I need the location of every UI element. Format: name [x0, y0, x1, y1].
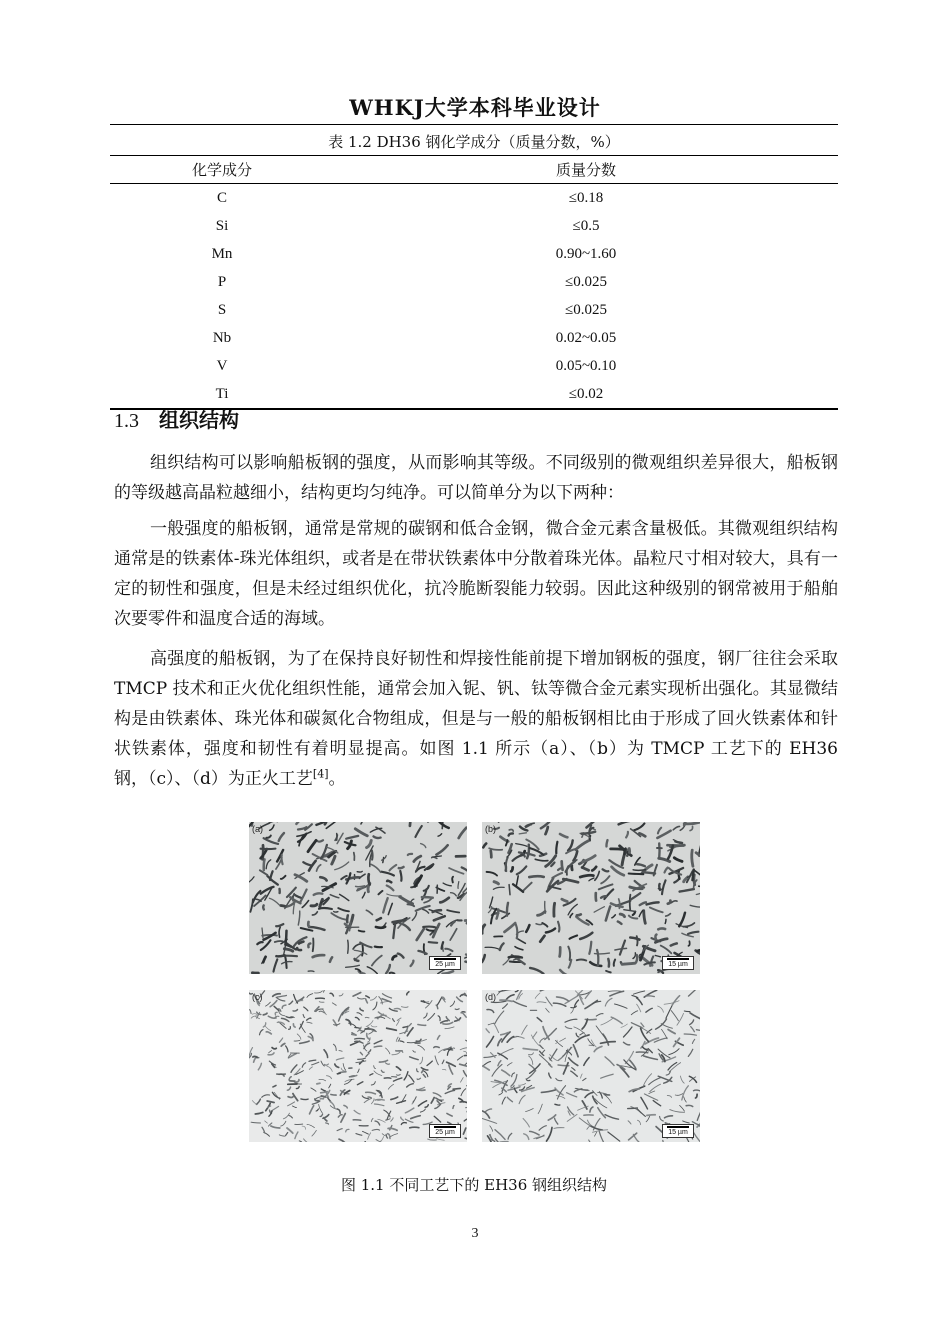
table-row	[110, 352, 838, 380]
micrograph-panel-d	[482, 990, 700, 1142]
element-cell: Mn	[211, 245, 233, 262]
table-row	[110, 324, 838, 352]
column-header-element: 化学成分	[110, 156, 334, 184]
micrograph-figure	[249, 822, 701, 1144]
micrograph-panel-b	[482, 822, 700, 974]
table-row	[110, 184, 838, 213]
scale-bar-c: 25 µm	[429, 1124, 461, 1138]
panel-label-a: (a)	[252, 824, 263, 834]
element-cell: Si	[215, 217, 229, 234]
running-header: WHKJ大学本科毕业设计	[349, 95, 601, 120]
micrograph-texture-b	[482, 822, 700, 974]
paragraph-1: 组织结构可以影响船板钢的强度，从而影响其等级。不同级别的微观组织差异很大，船板钢的等级越高晶粒越细小，结构更均匀纯净。可以简单分为以下两种：	[114, 453, 838, 503]
panel-label-b: (b)	[485, 824, 496, 834]
table-row	[110, 268, 838, 296]
micrograph-texture-a	[249, 822, 467, 974]
fraction-cell: ≤0.025	[565, 273, 607, 290]
table-caption: 表 1.2 DH36 钢化学成分（质量分数，%）	[328, 133, 620, 151]
element-cell: Ti	[110, 380, 334, 409]
panel-label-c: (c)	[252, 992, 263, 1002]
scale-bar-a: 25 µm	[429, 956, 461, 970]
table-row	[110, 212, 838, 240]
micrograph-panel-c	[249, 990, 467, 1142]
citation-ref: [4]	[312, 767, 329, 781]
table-header-row	[110, 156, 838, 184]
scale-bar-d: 15 µm	[662, 1124, 694, 1138]
paragraph-3-end: 。	[328, 769, 346, 789]
fraction-cell: 0.05~0.10	[555, 357, 617, 374]
micrograph-panel-a	[249, 822, 467, 974]
scale-bar-b: 15 µm	[662, 956, 694, 970]
page-number: 3	[471, 1226, 479, 1241]
element-cell: V	[216, 357, 228, 374]
paragraph-3	[114, 644, 838, 794]
panel-label-d: (d)	[485, 992, 496, 1002]
composition-table	[110, 155, 838, 410]
section-heading	[114, 404, 239, 433]
figure-caption: 图 1.1 不同工艺下的 EH36 钢组织结构	[340, 1176, 608, 1194]
element-cell: C	[216, 189, 227, 206]
paragraph-3-text: 高强度的船板钢，为了在保持良好韧性和焊接性能前提下增加钢板的强度，钢厂往往会采取 TMCP 技术和正火优化组织性能，通常会加入铌、钒、钛等微合金元素实现析出强化。其显微结构是由铁素体、珠光体和碳氮化合物组成，但是与一般的船板钢相比由于形成了回火铁素体和针状铁素体，强度和韧性有着明显提高。如图 1.1 所示（a）、（b）为 TMCP 工艺下的 EH36 钢，（c）、（d）为正火工艺	[114, 649, 838, 789]
column-header-fraction: 质量分数	[334, 156, 838, 184]
paragraph-2: 一般强度的船板钢，通常是常规的碳钢和低合金钢，微合金元素含量极低。其微观组织结构通常是的铁素体-珠光体组织，或者是在带状铁素体中分散着珠光体。晶粒尺寸相对较大，具有一定的韧性和强度，但是未经过组织优化，抗冷脆断裂能力较弱。因此这种级别的钢常被用于船舶次要零件和温度合适的海域。	[114, 519, 838, 629]
fraction-cell: 0.90~1.60	[555, 245, 617, 262]
fraction-cell: ≤0.02	[334, 380, 838, 409]
header-rule	[110, 124, 838, 125]
fraction-cell: 0.02~0.05	[555, 329, 617, 346]
section-number: 1.3	[114, 410, 139, 432]
table-row	[110, 240, 838, 268]
element-cell: P	[217, 273, 227, 290]
fraction-cell: ≤0.18	[568, 189, 604, 206]
element-cell: S	[217, 301, 227, 318]
element-cell: Nb	[212, 329, 232, 346]
section-title: 组织结构	[159, 408, 239, 432]
micrograph-texture-d	[482, 990, 700, 1142]
fraction-cell: ≤0.5	[572, 217, 600, 234]
fraction-cell: ≤0.025	[565, 301, 607, 318]
micrograph-texture-c	[249, 990, 467, 1142]
table-row	[110, 296, 838, 324]
